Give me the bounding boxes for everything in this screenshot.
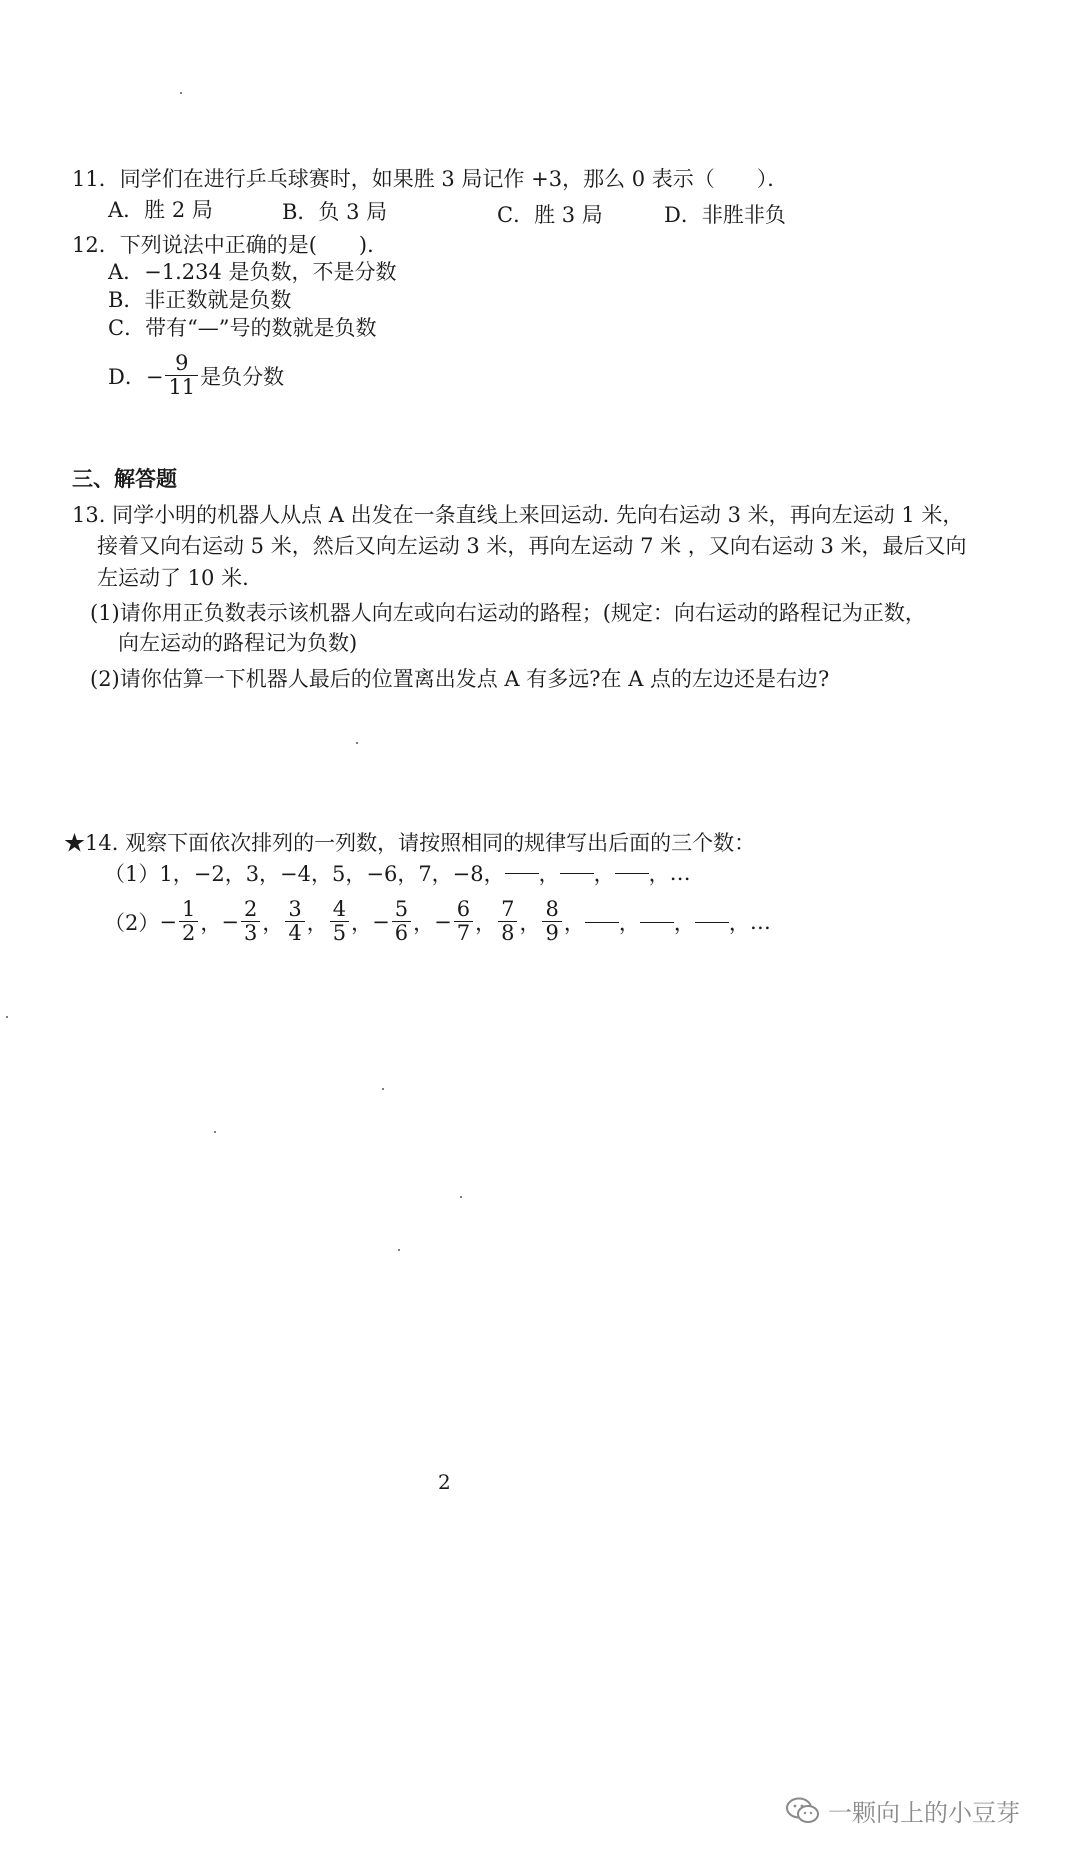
question-11-option-b: B．负 3 局 [282,200,388,224]
question-12-option-d [108,352,284,399]
fraction [392,898,411,945]
sequence-1-terms: 1，−2，3，−4，5，−6，7，−8， [159,862,505,886]
page-number: 2 [438,1470,451,1494]
scan-speck [460,1196,462,1198]
question-13-part-2: (2)请你估算一下机器人最后的位置离出发点 A 有多远?在 A 点的左边还是右边? [90,667,830,691]
numerator: 1 [181,897,196,921]
numerator: 6 [456,897,471,921]
separator: ， [519,910,541,935]
separator: ， [563,910,585,935]
scan-speck [356,742,358,744]
question-11-option-a: A．胜 2 局 [108,198,213,222]
scan-speck [382,1088,384,1090]
answer-blank[interactable] [585,921,619,923]
question-12-option-b: B．非正数就是负数 [108,288,292,312]
numerator: 8 [545,897,559,921]
option-d-suffix: 是负分数 [200,364,285,389]
section-title: 三、解答题 [72,466,177,491]
scan-speck [214,1131,216,1133]
fraction [179,898,198,945]
fraction [454,898,473,945]
term-sign: − [159,909,177,934]
watermark-text: 一颗向上的小豆芽 [828,1799,1020,1827]
scan-speck [180,92,182,94]
question-12-option-a: A．−1.234 是负数，不是分数 [108,260,397,284]
term-sign: − [434,909,452,934]
numerator: 2 [243,897,258,921]
numerator: 7 [501,897,515,921]
sequence-2-term [221,898,283,945]
sequence-2-term [328,898,372,945]
question-13-part-1-line-1: (1)请你用正负数表示该机器人向左或向右运动的路程；(规定：向右运动的路程记为正数， [90,601,926,625]
denominator: 6 [392,921,411,945]
fraction [498,898,517,945]
term-sign: − [372,909,390,934]
answer-blank[interactable] [615,872,649,874]
denominator: 2 [179,921,198,945]
numerator: 4 [332,897,347,921]
question-12-stem: 12．下列说法中正确的是( )． [72,233,389,257]
sequence-2: （2） − $\frac{1}{2}$ ， − $\frac{2}{3}$ ， $\frac{3}{4}$ ， $\frac{4}{5}$ ， − $\frac{5}{6}$ ， − $\frac{6}{7}$ ， $\frac{7}{8}$ ， $\frac{8}{9}$ ， ， ， ， … [104,897,771,946]
question-11-option-d: D．非胜非负 [664,203,786,227]
fraction [285,898,304,945]
sequence-1-label: （1） [104,862,160,886]
answer-blank[interactable] [640,921,674,923]
watermark [786,1793,1020,1828]
sequence-2-term [434,898,496,945]
answer-blank[interactable] [505,872,539,874]
denominator: 5 [330,921,349,945]
numerator: 5 [394,897,409,921]
fraction [241,898,260,945]
question-13-line-2: 接着又向右运动 5 米，然后又向左运动 3 米，再向左运动 7 米 ，又向右运动 3 米，最后又向 [97,534,967,558]
question-12-option-c: C．带有“—”号的数就是负数 [108,316,377,340]
fraction [165,352,198,399]
denominator: 7 [454,921,473,945]
separator: ， [306,910,328,935]
fraction [330,898,349,945]
fraction [542,898,561,945]
wechat-icon [786,1797,820,1825]
separator: ， [413,910,435,935]
sequence-2-label: （2） [104,910,160,935]
sequence-2-term [496,898,540,945]
term-sign: − [221,909,239,934]
separator: ， [351,910,373,935]
separator: ， [200,910,222,935]
separator: ， [475,910,497,935]
question-11-option-c: C．胜 3 局 [497,203,603,227]
question-13-line-1: 13. 同学小明的机器人从点 A 出发在一条直线上来回运动. 先向右运动 3 米，再向左运动 1 米， [72,503,964,527]
question-11-stem: 11．同学们在进行乒乓球赛时，如果胜 3 局记作 +3，那么 0 表示（ ）． [72,167,789,191]
sequence-1: （1） 1，−2，3，−4，5，−6，7，−8， ， ， ， … [104,858,691,888]
sequence-2-term [159,898,221,945]
denominator: 8 [498,921,517,945]
sequence-2-term [540,898,584,945]
answer-blank[interactable] [560,872,594,874]
answer-blank[interactable] [695,921,729,923]
numerator: 9 [175,351,189,375]
numerator: 3 [288,897,302,921]
option-d-prefix: D．− [108,364,164,389]
denominator: 11 [165,375,198,399]
denominator: 4 [285,921,304,945]
question-13-part-1-line-2: 向左运动的路程记为负数) [118,631,358,655]
sequence-2-term [372,898,434,945]
ellipsis: … [669,861,691,885]
scan-speck [6,1016,8,1018]
sequence-2-terms [159,898,584,945]
scan-speck [398,1249,400,1251]
denominator: 9 [542,921,561,945]
sequence-2-term [283,898,327,945]
question-14-stem: ★14. 观察下面依次排列的一列数，请按照相同的规律写出后面的三个数： [64,831,756,855]
ellipsis: … [749,909,771,934]
separator: ， [262,910,284,935]
denominator: 3 [241,921,260,945]
question-13-line-3: 左运动了 10 米. [97,566,249,590]
